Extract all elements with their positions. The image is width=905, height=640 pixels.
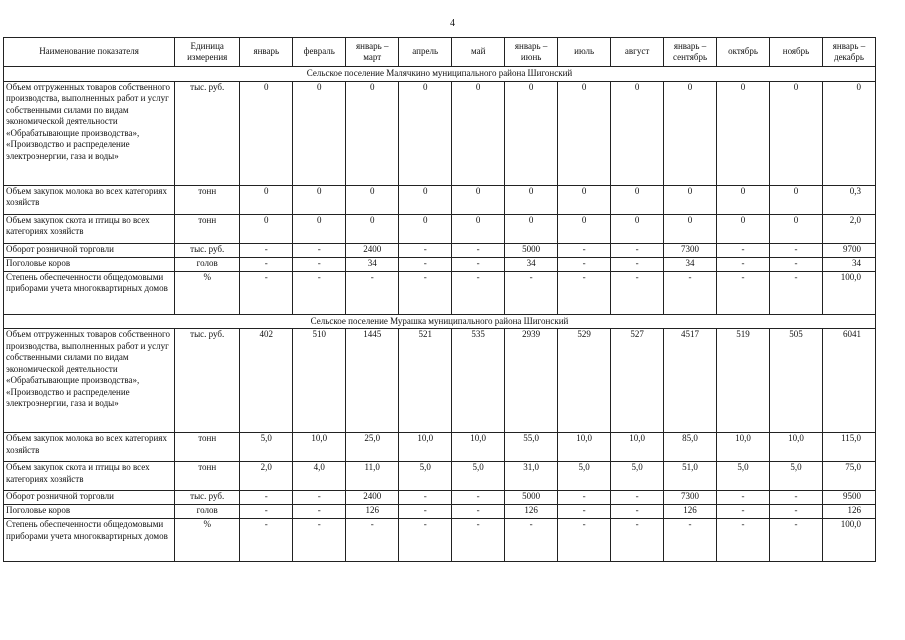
value-cell: 5,0 — [717, 462, 770, 491]
indicator-unit: тыс. руб. — [175, 329, 240, 433]
table-row — [4, 81, 876, 185]
header-month: февраль — [293, 38, 346, 67]
value-cell: 0 — [717, 214, 770, 243]
indicator-unit: тонн — [175, 185, 240, 214]
value-cell: - — [399, 257, 452, 271]
value-cell: 510 — [293, 329, 346, 433]
header-month: май — [452, 38, 505, 67]
table-row — [4, 243, 876, 257]
value-cell: 9700 — [822, 243, 875, 257]
value-cell: 5,0 — [558, 462, 611, 491]
value-cell: 0 — [452, 185, 505, 214]
value-cell: - — [611, 491, 664, 505]
value-cell: - — [505, 519, 558, 562]
value-cell: - — [240, 491, 293, 505]
value-cell: 115,0 — [822, 433, 875, 462]
indicator-name: Объем закупок молока во всех категориях хозяйств — [4, 433, 175, 462]
value-cell: - — [611, 271, 664, 314]
header-unit: Единица измерения — [175, 38, 240, 67]
value-cell: 31,0 — [505, 462, 558, 491]
value-cell: - — [399, 505, 452, 519]
indicator-name: Степень обеспеченности общедомовыми приборами учета многоквартирных домов — [4, 271, 175, 314]
value-cell: 10,0 — [399, 433, 452, 462]
value-cell: 505 — [770, 329, 823, 433]
value-cell: 0 — [664, 81, 717, 185]
value-cell: 0 — [717, 81, 770, 185]
value-cell: 55,0 — [505, 433, 558, 462]
value-cell: - — [558, 519, 611, 562]
table-row — [4, 519, 876, 562]
table-row — [4, 505, 876, 519]
value-cell: 126 — [664, 505, 717, 519]
value-cell: 25,0 — [346, 433, 399, 462]
value-cell: 529 — [558, 329, 611, 433]
value-cell: 0 — [452, 214, 505, 243]
indicator-name: Поголовье коров — [4, 505, 175, 519]
value-cell: 100,0 — [822, 519, 875, 562]
value-cell: 0 — [293, 214, 346, 243]
header-month: август — [611, 38, 664, 67]
value-cell: - — [293, 519, 346, 562]
value-cell: 0,3 — [822, 185, 875, 214]
value-cell: 0 — [558, 81, 611, 185]
value-cell: 85,0 — [664, 433, 717, 462]
header-month: апрель — [399, 38, 452, 67]
value-cell: 0 — [399, 214, 452, 243]
indicator-name: Объем закупок скота и птицы во всех категориях хозяйств — [4, 462, 175, 491]
value-cell: 10,0 — [611, 433, 664, 462]
value-cell: - — [293, 491, 346, 505]
indicator-name: Объем закупок скота и птицы во всех категориях хозяйств — [4, 214, 175, 243]
value-cell: - — [452, 243, 505, 257]
value-cell: 0 — [822, 81, 875, 185]
indicator-name: Оборот розничной торговли — [4, 491, 175, 505]
header-month: январь – декабрь — [822, 38, 875, 67]
value-cell: - — [293, 505, 346, 519]
value-cell: 0 — [505, 185, 558, 214]
value-cell: 519 — [717, 329, 770, 433]
value-cell: 0 — [452, 81, 505, 185]
value-cell: - — [770, 505, 823, 519]
value-cell: 7300 — [664, 491, 717, 505]
table-row — [4, 271, 876, 314]
indicator-name: Объем закупок молока во всех категориях хозяйств — [4, 185, 175, 214]
indicator-unit: тыс. руб. — [175, 243, 240, 257]
indicator-unit: % — [175, 519, 240, 562]
value-cell: 0 — [399, 81, 452, 185]
table-row — [4, 185, 876, 214]
value-cell: 126 — [505, 505, 558, 519]
value-cell: - — [770, 243, 823, 257]
value-cell: - — [770, 257, 823, 271]
value-cell: 0 — [558, 185, 611, 214]
value-cell: - — [611, 243, 664, 257]
indicator-unit: % — [175, 271, 240, 314]
section-row — [4, 67, 876, 82]
indicator-name: Поголовье коров — [4, 257, 175, 271]
value-cell: 10,0 — [452, 433, 505, 462]
value-cell: 10,0 — [770, 433, 823, 462]
indicator-name: Объем отгруженных товаров собственного производства, выполненных работ и услуг собственными силами по видам экономической деятельности «Обрабатывающие производства», «Производство и распределение электроэнергии, газа и воды» — [4, 81, 175, 185]
value-cell: - — [717, 519, 770, 562]
value-cell: 5,0 — [399, 462, 452, 491]
indicators-table — [3, 37, 876, 562]
value-cell: 4517 — [664, 329, 717, 433]
value-cell: - — [240, 243, 293, 257]
value-cell: 527 — [611, 329, 664, 433]
value-cell: - — [240, 257, 293, 271]
value-cell: - — [452, 257, 505, 271]
value-cell: - — [399, 491, 452, 505]
value-cell: - — [664, 519, 717, 562]
indicator-name: Степень обеспеченности общедомовыми приборами учета многоквартирных домов — [4, 519, 175, 562]
value-cell: - — [558, 271, 611, 314]
value-cell: 2,0 — [822, 214, 875, 243]
value-cell: 51,0 — [664, 462, 717, 491]
value-cell: - — [293, 257, 346, 271]
indicator-unit: тыс. руб. — [175, 81, 240, 185]
indicator-unit: тыс. руб. — [175, 491, 240, 505]
value-cell: 5,0 — [452, 462, 505, 491]
page-number: 4 — [450, 18, 455, 29]
indicator-unit: голов — [175, 505, 240, 519]
value-cell: 0 — [293, 81, 346, 185]
value-cell: - — [452, 519, 505, 562]
value-cell: 0 — [717, 185, 770, 214]
value-cell: 100,0 — [822, 271, 875, 314]
value-cell: 2939 — [505, 329, 558, 433]
value-cell: 2,0 — [240, 462, 293, 491]
value-cell: - — [611, 519, 664, 562]
indicator-unit: голов — [175, 257, 240, 271]
value-cell: 0 — [346, 81, 399, 185]
value-cell: 10,0 — [717, 433, 770, 462]
table-row — [4, 491, 876, 505]
value-cell: 0 — [558, 214, 611, 243]
value-cell: 0 — [770, 214, 823, 243]
value-cell: - — [770, 519, 823, 562]
value-cell: 0 — [770, 185, 823, 214]
value-cell: 0 — [611, 214, 664, 243]
indicator-unit: тонн — [175, 214, 240, 243]
value-cell: 11,0 — [346, 462, 399, 491]
value-cell: 0 — [611, 185, 664, 214]
value-cell: 126 — [822, 505, 875, 519]
header-month: январь – июнь — [505, 38, 558, 67]
value-cell: 0 — [346, 185, 399, 214]
table-row — [4, 329, 876, 433]
value-cell: - — [717, 257, 770, 271]
header-month: октябрь — [717, 38, 770, 67]
value-cell: - — [240, 271, 293, 314]
indicator-name: Оборот розничной торговли — [4, 243, 175, 257]
value-cell: - — [611, 257, 664, 271]
section-row — [4, 314, 876, 329]
value-cell: - — [346, 519, 399, 562]
table-row — [4, 462, 876, 491]
value-cell: - — [611, 505, 664, 519]
value-cell: 126 — [346, 505, 399, 519]
value-cell: - — [717, 505, 770, 519]
value-cell: 535 — [452, 329, 505, 433]
value-cell: 10,0 — [293, 433, 346, 462]
value-cell: 5,0 — [240, 433, 293, 462]
table-row — [4, 433, 876, 462]
value-cell: 34 — [505, 257, 558, 271]
value-cell: - — [717, 243, 770, 257]
value-cell: 0 — [240, 81, 293, 185]
value-cell: 34 — [346, 257, 399, 271]
indicator-name: Объем отгруженных товаров собственного производства, выполненных работ и услуг собственными силами по видам экономической деятельности «Обрабатывающие производства», «Производство и распределение электроэнергии, газа и воды» — [4, 329, 175, 433]
value-cell: - — [452, 505, 505, 519]
table-row — [4, 257, 876, 271]
value-cell: - — [664, 271, 717, 314]
value-cell: - — [558, 505, 611, 519]
value-cell: 34 — [822, 257, 875, 271]
value-cell: 75,0 — [822, 462, 875, 491]
indicator-unit: тонн — [175, 433, 240, 462]
value-cell: 0 — [770, 81, 823, 185]
section-title: Сельское поселение Мурашка муниципального района Шигонский — [4, 314, 876, 329]
value-cell: - — [346, 271, 399, 314]
header-name: Наименование показателя — [4, 38, 175, 67]
value-cell: 6041 — [822, 329, 875, 433]
header-month: январь — [240, 38, 293, 67]
value-cell: 10,0 — [558, 433, 611, 462]
value-cell: 5000 — [505, 491, 558, 505]
value-cell: 402 — [240, 329, 293, 433]
header-row — [4, 38, 876, 67]
header-month: январь – сентябрь — [664, 38, 717, 67]
header-month: июль — [558, 38, 611, 67]
value-cell: - — [293, 271, 346, 314]
value-cell: 2400 — [346, 491, 399, 505]
table-row — [4, 214, 876, 243]
value-cell: 0 — [505, 81, 558, 185]
value-cell: 5,0 — [770, 462, 823, 491]
value-cell: 0 — [240, 214, 293, 243]
indicator-unit: тонн — [175, 462, 240, 491]
value-cell: - — [240, 505, 293, 519]
value-cell: 0 — [664, 214, 717, 243]
section-title: Сельское поселение Малячкино муниципального района Шигонский — [4, 67, 876, 82]
value-cell: - — [452, 491, 505, 505]
value-cell: - — [240, 519, 293, 562]
value-cell: 9500 — [822, 491, 875, 505]
value-cell: - — [399, 271, 452, 314]
value-cell: 521 — [399, 329, 452, 433]
value-cell: 1445 — [346, 329, 399, 433]
value-cell: - — [505, 271, 558, 314]
value-cell: - — [293, 243, 346, 257]
value-cell: 7300 — [664, 243, 717, 257]
value-cell: - — [770, 491, 823, 505]
value-cell: - — [452, 271, 505, 314]
value-cell: 0 — [611, 81, 664, 185]
value-cell: - — [399, 243, 452, 257]
value-cell: 0 — [293, 185, 346, 214]
value-cell: - — [717, 491, 770, 505]
value-cell: 5,0 — [611, 462, 664, 491]
value-cell: - — [558, 243, 611, 257]
value-cell: 0 — [346, 214, 399, 243]
value-cell: 0 — [240, 185, 293, 214]
value-cell: - — [717, 271, 770, 314]
value-cell: 0 — [399, 185, 452, 214]
value-cell: 34 — [664, 257, 717, 271]
value-cell: 5000 — [505, 243, 558, 257]
value-cell: - — [558, 257, 611, 271]
value-cell: - — [770, 271, 823, 314]
value-cell: 2400 — [346, 243, 399, 257]
value-cell: 4,0 — [293, 462, 346, 491]
value-cell: 0 — [505, 214, 558, 243]
value-cell: - — [558, 491, 611, 505]
header-month: январь – март — [346, 38, 399, 67]
value-cell: - — [399, 519, 452, 562]
value-cell: 0 — [664, 185, 717, 214]
header-month: ноябрь — [770, 38, 823, 67]
